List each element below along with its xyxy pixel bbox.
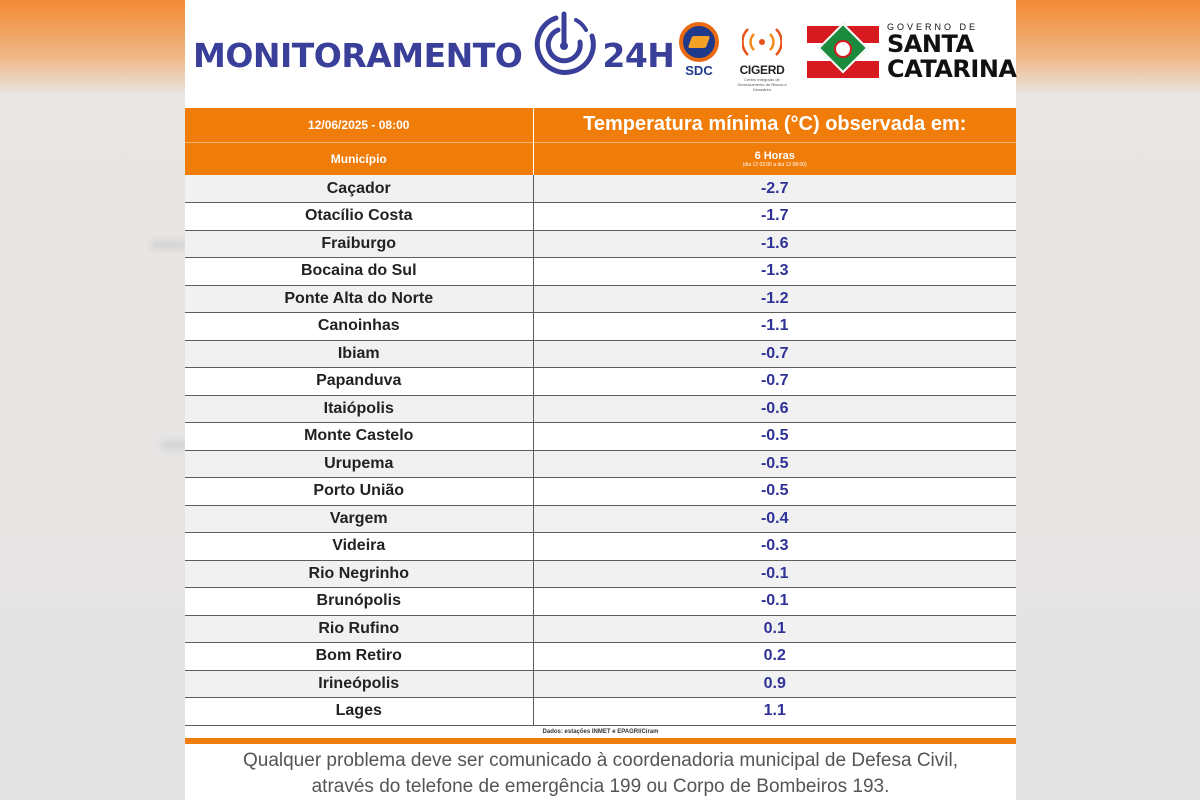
table-row xyxy=(185,423,1016,451)
cigerd-signal-icon xyxy=(742,26,782,58)
temperature-cell: 0.9 xyxy=(533,670,1016,698)
table-row xyxy=(185,395,1016,423)
background-right xyxy=(1015,0,1200,800)
temperature-cell: -1.3 xyxy=(533,258,1016,286)
temperature-cell: -1.2 xyxy=(533,285,1016,313)
temperature-cell: -0.5 xyxy=(533,450,1016,478)
table-row xyxy=(185,588,1016,616)
table-header-row xyxy=(185,108,1016,142)
sc-name-line2: CATARINA xyxy=(887,55,1017,83)
table-body xyxy=(185,175,1016,725)
city-cell: Monte Castelo xyxy=(185,423,533,451)
temperature-cell: -0.5 xyxy=(533,478,1016,506)
city-cell: Lages xyxy=(185,698,533,726)
table-row xyxy=(185,533,1016,561)
background-left xyxy=(0,0,185,800)
column-header-row xyxy=(185,142,1016,175)
city-cell: Caçador xyxy=(185,175,533,203)
temperature-cell: -1.7 xyxy=(533,203,1016,231)
sdc-logo xyxy=(677,22,721,78)
table-row xyxy=(185,203,1016,231)
table-row xyxy=(185,368,1016,396)
table-row xyxy=(185,698,1016,726)
sc-name-line1: SANTA xyxy=(887,30,974,58)
brand-logo xyxy=(193,28,674,82)
temperature-cell: -0.1 xyxy=(533,588,1016,616)
partner-logos xyxy=(677,22,1016,92)
city-cell: Itaiópolis xyxy=(185,395,533,423)
table-row xyxy=(185,285,1016,313)
cigerd-label: CIGERD xyxy=(739,63,785,77)
temperature-cell: -0.6 xyxy=(533,395,1016,423)
table-row xyxy=(185,478,1016,506)
temperature-cell: 0.2 xyxy=(533,643,1016,671)
table-title: Temperatura mínima (°C) observada em: xyxy=(533,108,1016,142)
city-cell: Bocaina do Sul xyxy=(185,258,533,286)
temperature-cell: -0.7 xyxy=(533,368,1016,396)
city-cell: Canoinhas xyxy=(185,313,533,341)
city-cell: Brunópolis xyxy=(185,588,533,616)
table-row xyxy=(185,230,1016,258)
column-period xyxy=(533,142,1016,175)
table-row xyxy=(185,615,1016,643)
footer-line-1: Qualquer problema deve ser comunicado à coordenadoria municipal de Defesa Civil, xyxy=(242,750,958,771)
table-row xyxy=(185,313,1016,341)
sdc-label: SDC xyxy=(685,63,713,78)
column-period-detail: (dia 12 02:00 a dia 12 08:00) xyxy=(742,161,807,168)
city-cell: Rio Rufino xyxy=(185,615,533,643)
city-cell: Irineópolis xyxy=(185,670,533,698)
column-municipio: Município xyxy=(185,142,533,175)
table-row xyxy=(185,175,1016,203)
cigerd-subtitle: Centro Integrado de Gerenciamento de Riscos e Desastres xyxy=(737,77,787,92)
temperature-cell: -0.5 xyxy=(533,423,1016,451)
city-cell: Fraiburgo xyxy=(185,230,533,258)
footer-notice xyxy=(185,738,1016,800)
sc-text xyxy=(887,22,1016,82)
temperature-cell: 1.1 xyxy=(533,698,1016,726)
temperature-table xyxy=(185,108,1016,739)
temperature-cell: -1.6 xyxy=(533,230,1016,258)
brand-title: MONITORAMENTO xyxy=(193,35,523,75)
footer-line-2: através do telefone de emergência 199 ou Corpo de Bombeiros 193. xyxy=(311,776,890,797)
sdc-emblem-icon xyxy=(679,22,719,62)
city-cell: Rio Negrinho xyxy=(185,560,533,588)
temperature-cell: 0.1 xyxy=(533,615,1016,643)
sc-flag-icon xyxy=(807,26,879,78)
city-cell: Ibiam xyxy=(185,340,533,368)
report-datetime: 12/06/2025 - 08:00 xyxy=(185,108,533,142)
monitor-clock-icon xyxy=(526,8,600,82)
city-cell: Ponte Alta do Norte xyxy=(185,285,533,313)
table-row xyxy=(185,450,1016,478)
table-row xyxy=(185,258,1016,286)
table-row xyxy=(185,643,1016,671)
temperature-cell: -1.1 xyxy=(533,313,1016,341)
city-cell: Papanduva xyxy=(185,368,533,396)
cigerd-logo xyxy=(733,22,791,92)
temperature-cell: -0.1 xyxy=(533,560,1016,588)
temperature-cell: -0.7 xyxy=(533,340,1016,368)
city-cell: Porto União xyxy=(185,478,533,506)
city-cell: Videira xyxy=(185,533,533,561)
sc-government-label: GOVERNO DE xyxy=(887,22,979,32)
data-source: Dados: estações INMET e EPAGRI/Ciram xyxy=(185,725,1016,739)
background-blur xyxy=(150,240,190,250)
table-row xyxy=(185,505,1016,533)
report-card xyxy=(185,0,1016,800)
city-cell: Vargem xyxy=(185,505,533,533)
table-row xyxy=(185,670,1016,698)
city-cell: Bom Retiro xyxy=(185,643,533,671)
table-row xyxy=(185,340,1016,368)
temperature-cell: -0.4 xyxy=(533,505,1016,533)
santa-catarina-logo xyxy=(807,22,1016,82)
city-cell: Urupema xyxy=(185,450,533,478)
temperature-cell: -0.3 xyxy=(533,533,1016,561)
report-header xyxy=(185,0,1016,108)
temperature-cell: -2.7 xyxy=(533,175,1016,203)
brand-24h: 24H xyxy=(602,35,675,75)
city-cell: Otacílio Costa xyxy=(185,203,533,231)
source-row xyxy=(185,725,1016,739)
column-period-label: 6 Horas xyxy=(754,149,795,162)
table-row xyxy=(185,560,1016,588)
